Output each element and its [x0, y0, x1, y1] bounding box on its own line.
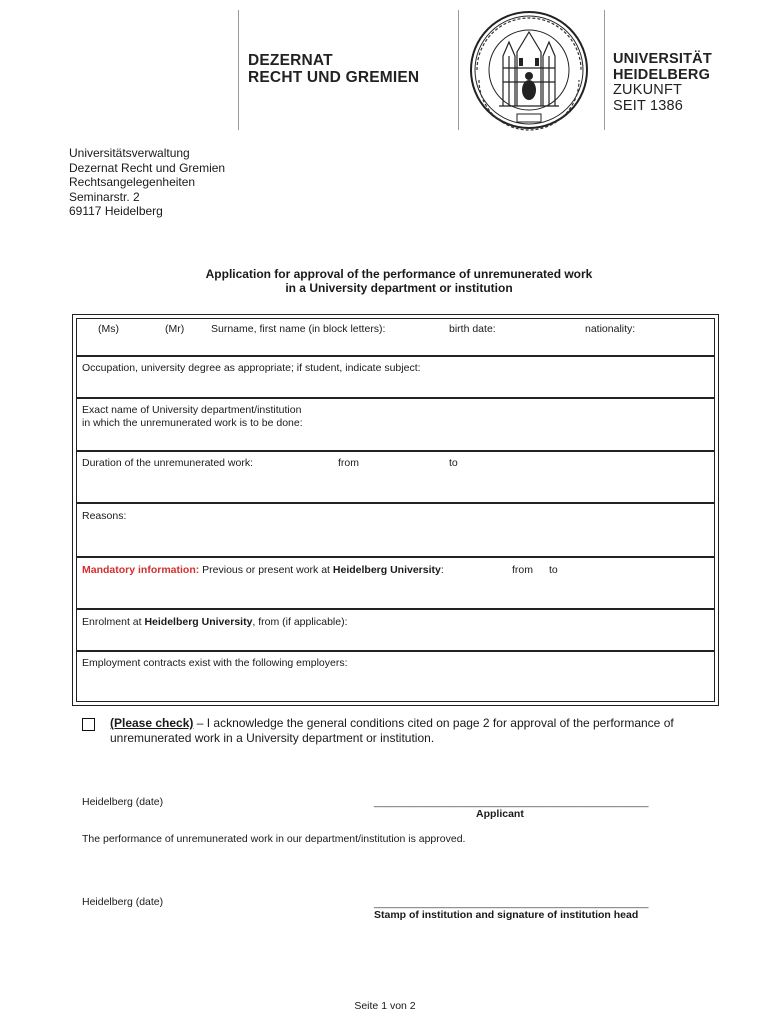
occupation-label: Occupation, university degree as appropriate; if student, indicate subject: — [82, 362, 421, 374]
row-separator — [77, 502, 714, 504]
title-line-2: in a University department or institution — [285, 281, 513, 295]
birth-date-label: birth date: — [449, 323, 496, 335]
university-seal-icon — [459, 8, 599, 132]
nationality-label: nationality: — [585, 323, 636, 335]
reasons-label: Reasons: — [82, 510, 127, 522]
employment-label: Employment contracts exist with the following employers: — [82, 657, 348, 669]
surname-label: Surname, first name (in block letters): — [211, 323, 386, 335]
address-line-4: Seminarstr. 2 — [69, 189, 140, 204]
university-line-4: SEIT 1386 — [613, 97, 684, 114]
enrolment-suffix: , from (if applicable): — [252, 616, 348, 628]
department-name — [248, 52, 419, 86]
applicant-signature-line: _______________________________________________ — [374, 796, 649, 808]
university-line-3: ZUKUNFT — [613, 82, 683, 98]
mandatory-to-label: to — [549, 564, 558, 576]
form-inner-frame — [76, 318, 715, 702]
row-separator — [77, 650, 714, 652]
acknowledge-checkbox[interactable] — [82, 718, 95, 731]
enrolment-university: Heidelberg University — [144, 616, 253, 628]
address-line-1: Universitätsverwaltung — [69, 146, 190, 160]
enrolment-prefix: Enrolment at — [82, 616, 145, 628]
mandatory-info-colon: : — [440, 564, 444, 576]
stamp-label: Stamp of institution and signature of institution head — [374, 909, 639, 921]
row-separator — [77, 556, 714, 558]
mandatory-info-university: Heidelberg University — [332, 564, 441, 576]
approval-statement: The performance of unremunerated work in our department/institution is approved. — [82, 833, 466, 845]
department-line-1: DEZERNAT — [248, 52, 333, 69]
duration-label: Duration of the unremunerated work: — [82, 457, 254, 469]
date-label-applicant: Heidelberg (date) — [82, 796, 164, 808]
ms-option[interactable]: (Ms) — [98, 323, 119, 335]
application-form — [72, 314, 719, 706]
date-label-institution: Heidelberg (date) — [82, 896, 164, 908]
duration-from-label: from — [338, 457, 359, 469]
university-line-1: UNIVERSITÄT — [613, 51, 712, 67]
row-separator — [77, 397, 714, 399]
mandatory-info-tag: Mandatory information: — [82, 564, 200, 576]
department-label-1: Exact name of University department/institution — [82, 404, 302, 416]
document-title — [0, 267, 770, 295]
duration-to-label: to — [449, 457, 458, 469]
university-line-2: HEIDELBERG — [613, 66, 711, 83]
address-line-2: Dezernat Recht und Gremien — [69, 160, 226, 175]
acknowledge-text — [110, 716, 720, 746]
mr-option[interactable]: (Mr) — [165, 323, 185, 335]
department-line-2: RECHT UND GREMIEN — [248, 69, 420, 86]
address-line-3: Rechtsangelegenheiten — [69, 175, 196, 189]
please-check-label: (Please check) — [110, 716, 194, 730]
institution-signature-line: _______________________________________________ — [374, 897, 649, 909]
university-name — [613, 52, 712, 114]
mandatory-from-label: from — [512, 564, 533, 576]
applicant-label: Applicant — [476, 808, 524, 820]
row-separator — [77, 450, 714, 452]
acknowledge-statement: – I acknowledge the general conditions cited on page 2 for approval of the performance of unremunerated work in a University department or institution. — [110, 716, 674, 745]
enrolment-label — [82, 616, 348, 629]
page-number: Seite 1 von 2 — [354, 1000, 416, 1012]
header-divider-right — [604, 10, 605, 130]
row-separator — [77, 608, 714, 610]
sender-address — [69, 146, 225, 219]
mandatory-info-label — [82, 564, 444, 577]
title-line-1: Application for approval of the performance of unremunerated work — [205, 267, 593, 281]
address-line-5: 69117 Heidelberg — [69, 204, 163, 218]
header-divider-left — [238, 10, 239, 130]
mandatory-info-text: Previous or present work at — [199, 564, 333, 576]
department-label-2: in which the unremunerated work is to be done: — [82, 417, 303, 429]
row-separator — [77, 355, 714, 357]
